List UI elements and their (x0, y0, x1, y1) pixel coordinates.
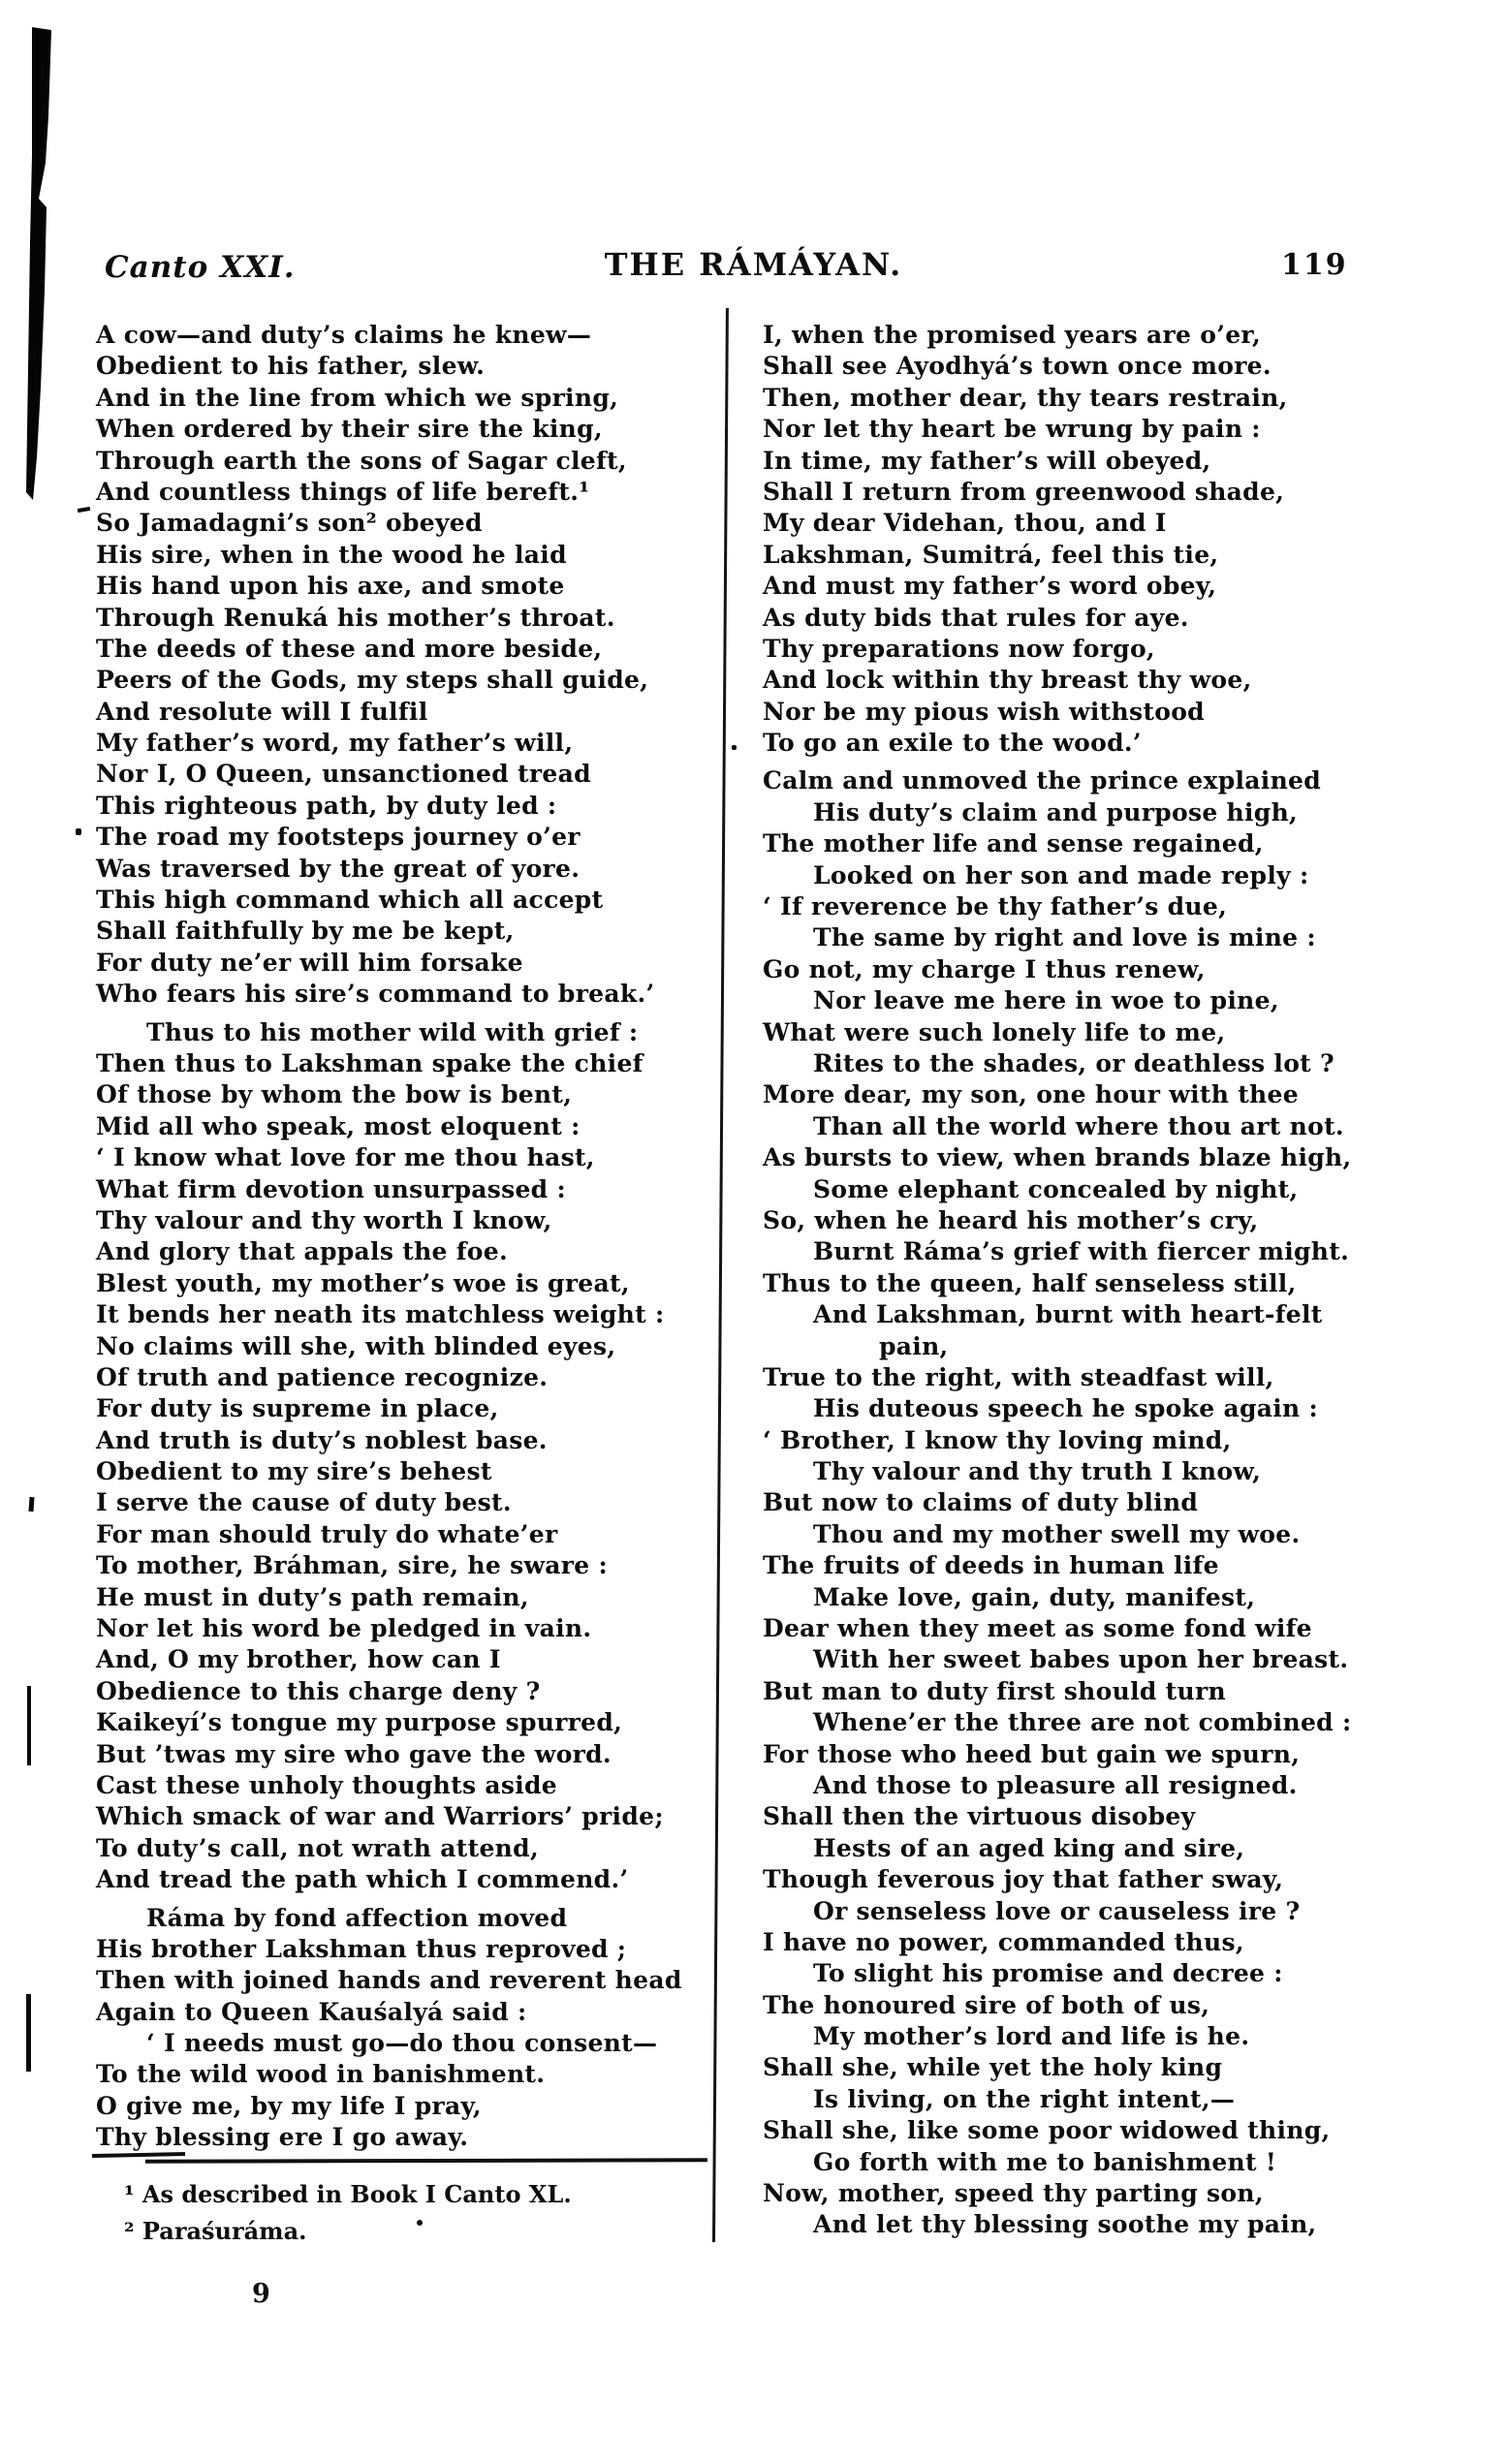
verse-line: Nor be my pious wish withstood (763, 697, 1205, 726)
verse-line: And, O my brother, how can I (96, 1645, 501, 1674)
verse-line: Obedient to his father, slew. (96, 352, 486, 381)
verse-line: To go an exile to the wood.’ (763, 729, 1142, 758)
verse-line: My father’s word, my father’s will, (96, 729, 574, 758)
verse-line: Thou and my mother swell my woe. (813, 1519, 1301, 1548)
verse-line: And countless things of life bereft.¹ (96, 477, 590, 506)
verse-line: Then with joined hands and reverent head (96, 1966, 682, 1995)
header-page-number: 119 (1281, 248, 1348, 282)
verse-line: And in the line from which we spring, (96, 383, 619, 412)
footnote-rule (92, 2152, 185, 2158)
verse-line: As bursts to view, when brands blaze high, (763, 1143, 1352, 1172)
verse-line: Kaikeyí’s tongue my purpose spurred, (96, 1708, 623, 1737)
verse-line: Shall she, while yet the holy king (763, 2053, 1223, 2082)
verse-line: Lakshman, Sumitrá, feel this tie, (763, 540, 1219, 569)
verse-line: A cow—and duty’s claims he knew— (96, 321, 592, 349)
verse-line: Thy preparations now forgo, (763, 634, 1155, 663)
verse-line: And let thy blessing soothe my pain, (813, 2210, 1317, 2239)
verse-line: Hests of an aged king and sire, (813, 1833, 1245, 1862)
verse-line: Thy blessing ere I go away. (96, 2123, 469, 2152)
verse-line: So, when he heard his mother’s cry, (763, 1205, 1259, 1234)
verse-line: And must my father’s word obey, (763, 572, 1217, 601)
verse-line: Then, mother dear, thy tears restrain, (763, 383, 1288, 412)
verse-line: Peers of the Gods, my steps shall guide, (96, 666, 649, 695)
verse-line: To slight his promise and decree : (813, 1959, 1283, 1988)
verse-line: Whene’er the three are not combined : (813, 1708, 1352, 1737)
verse-line: His brother Lakshman thus reproved ; (96, 1934, 627, 1963)
verse-line: Again to Queen Kauśalyá said : (96, 1997, 527, 2026)
verse-line: ‘ I needs must go—do thou consent— (146, 2029, 658, 2058)
verse-line: For duty is supreme in place, (96, 1394, 499, 1423)
verse-line: It bends her neath its matchless weight : (96, 1300, 665, 1329)
verse-line: No claims will she, with blinded eyes, (96, 1331, 616, 1360)
verse-line: With her sweet babes upon her breast. (813, 1645, 1349, 1674)
ink-speck (26, 1994, 31, 2072)
verse-line: The road my footsteps journey o’er (96, 823, 581, 852)
verse-line: Ráma by fond affection moved (146, 1903, 568, 1932)
verse-line: To mother, Bráhman, sire, he sware : (96, 1551, 608, 1580)
verse-line: ¹ As described in Book I Canto XL. (124, 2180, 572, 2208)
verse-line: He must in duty’s path remain, (96, 1582, 529, 1611)
verse-line: Nor let his word be pledged in vain. (96, 1614, 592, 1643)
verse-line: Dear when they meet as some fond wife (763, 1614, 1312, 1643)
verse-line: And lock within thy breast thy woe, (763, 666, 1252, 695)
right-column (763, 320, 1431, 2241)
verse-line: True to the right, with steadfast will, (763, 1362, 1274, 1391)
verse-line: Rites to the shades, or deathless lot ? (813, 1048, 1334, 1077)
verse-line: And glory that appals the foe. (96, 1237, 508, 1266)
verse-line: Of truth and patience recognize. (96, 1362, 549, 1391)
verse-line: Some elephant concealed by night, (813, 1174, 1299, 1203)
verse-line: I serve the cause of duty best. (96, 1488, 512, 1517)
verse-line: Which smack of war and Warriors’ pride; (96, 1802, 664, 1831)
verse-line: Obedience to this charge deny ? (96, 1676, 541, 1705)
header-canto: Canto XXI. (105, 250, 296, 285)
verse-line: My mother’s lord and life is he. (813, 2022, 1250, 2051)
verse-line: Shall then the virtuous disobey (763, 1802, 1196, 1831)
verse-line: To duty’s call, not wrath attend, (96, 1833, 539, 1862)
verse-line: Though feverous joy that father sway, (763, 1865, 1284, 1894)
verse-line: Shall she, like some poor widowed thing, (763, 2116, 1331, 2145)
verse-line: But now to claims of duty blind (763, 1488, 1199, 1517)
verse-line: The honoured sire of both of us, (763, 1990, 1210, 2019)
verse-line: What were such lonely life to me, (763, 1017, 1226, 1046)
verse-line: Shall see Ayodhyá’s town once more. (763, 352, 1272, 381)
verse-line: Thy valour and thy truth I know, (813, 1457, 1262, 1486)
left-column (96, 320, 726, 2154)
verse-line: Now, mother, speed thy parting son, (763, 2179, 1264, 2208)
verse-line: In time, my father’s will obeyed, (763, 446, 1211, 475)
verse-line: Thy valour and thy worth I know, (96, 1205, 552, 1234)
ink-speck (27, 1686, 31, 1765)
verse-line: And those to pleasure all resigned. (813, 1770, 1298, 1799)
verse-line: And truth is duty’s noblest base. (96, 1425, 548, 1454)
verse-line: Nor I, O Queen, unsanctioned tread (96, 760, 591, 789)
verse-line: Go forth with me to banishment ! (813, 2147, 1277, 2176)
verse-line: To the wild wood in banishment. (96, 2060, 546, 2089)
footnotes (124, 2176, 572, 2250)
verse-line: Than all the world where thou art not. (813, 1111, 1344, 1140)
verse-line: And tread the path which I commend.’ (96, 1865, 629, 1894)
verse-line: Shall I return from greenwood shade, (763, 477, 1285, 506)
verse-line: But man to duty first should turn (763, 1676, 1226, 1705)
verse-line: Looked on her son and made reply : (813, 860, 1309, 889)
verse-line: Make love, gain, duty, manifest, (813, 1582, 1256, 1611)
verse-line: His sire, when in the wood he laid (96, 540, 567, 569)
verse-line: O give me, by my life I pray, (96, 2091, 482, 2120)
header-title: THE RÁMÁYAN. (604, 246, 903, 283)
verse-line: What firm devotion unsurpassed : (96, 1174, 566, 1203)
verse-line: ² Paraśuráma. (124, 2217, 307, 2245)
verse-line: Nor leave me here in woe to pine, (813, 986, 1279, 1015)
verse-line: Obedient to my sire’s behest (96, 1457, 492, 1486)
verse-line: For duty ne’er will him forsake (96, 948, 523, 977)
verse-line: Thus to his mother wild with grief : (146, 1017, 639, 1046)
verse-line: The fruits of deeds in human life (763, 1551, 1219, 1580)
verse-line: His hand upon his axe, and smote (96, 572, 565, 601)
verse-line: Then thus to Lakshman spake the chief (96, 1048, 644, 1077)
verse-line: Through Renuká his mother’s throat. (96, 603, 615, 632)
verse-line: But ’twas my sire who gave the word. (96, 1739, 612, 1768)
verse-line: Mid all who speak, most eloquent : (96, 1111, 581, 1140)
verse-line: Nor let thy heart be wrung by pain : (763, 415, 1261, 444)
ink-speck (76, 828, 81, 835)
verse-line: ‘ If reverence be thy father’s due, (763, 892, 1228, 921)
verse-line: Go not, my charge I thus renew, (763, 954, 1206, 983)
verse-line: Of those by whom the bow is bent, (96, 1080, 573, 1109)
verse-line: His duty’s claim and purpose high, (813, 797, 1299, 827)
verse-line: Or senseless love or causeless ire ? (813, 1896, 1301, 1925)
verse-line: For those who heed but gain we spurn, (763, 1739, 1301, 1768)
verse-line: For man should truly do whate’er (96, 1519, 558, 1548)
verse-line: Burnt Ráma’s grief with fiercer might. (813, 1237, 1350, 1266)
verse-line: Cast these unholy thoughts aside (96, 1770, 557, 1799)
verse-line: So Jamadagni’s son² obeyed (96, 509, 483, 538)
verse-line: As duty bids that rules for aye. (763, 603, 1189, 632)
verse-line: Through earth the sons of Sagar cleft, (96, 446, 627, 475)
verse-line: The same by right and love is mine : (813, 923, 1316, 952)
verse-line: Who fears his sire’s command to break.’ (96, 980, 655, 1009)
verse-line: This righteous path, by duty led : (96, 791, 557, 820)
verse-line: Calm and unmoved the prince explained (763, 766, 1322, 795)
verse-line: I, when the promised years are o’er, (763, 321, 1262, 349)
footnote-rule (145, 2158, 707, 2164)
verse-line: Is living, on the right intent,— (813, 2084, 1236, 2113)
verse-line: The mother life and sense regained, (763, 829, 1264, 858)
ink-speck (28, 1497, 34, 1512)
verse-line: When ordered by their sire the king, (96, 415, 603, 444)
verse-line: pain, (879, 1331, 949, 1360)
verse-line: And Lakshman, burnt with heart-felt (813, 1300, 1323, 1329)
verse-line: This high command which all accept (96, 886, 604, 915)
signature-mark: 9 (252, 2279, 270, 2309)
ink-speck (732, 745, 737, 750)
verse-line: Blest youth, my mother’s woe is great, (96, 1268, 630, 1297)
verse-line: Was traversed by the great of yore. (96, 854, 581, 883)
ink-speck (78, 507, 90, 513)
verse-line: More dear, my son, one hour with thee (763, 1080, 1299, 1109)
verse-line: Shall faithfully by me be kept, (96, 917, 515, 946)
verse-line: ‘ Brother, I know thy loving mind, (763, 1425, 1232, 1454)
verse-line: And resolute will I fulfil (96, 697, 428, 726)
verse-line: I have no power, commanded thus, (763, 1927, 1244, 1956)
verse-line: ‘ I know what love for me thou hast, (96, 1143, 595, 1172)
verse-line: Thus to the queen, half senseless still, (763, 1268, 1297, 1297)
verse-line: His duteous speech he spoke again : (813, 1394, 1319, 1423)
verse-line: My dear Videhan, thou, and I (763, 509, 1167, 538)
verse-line: The deeds of these and more beside, (96, 634, 603, 663)
